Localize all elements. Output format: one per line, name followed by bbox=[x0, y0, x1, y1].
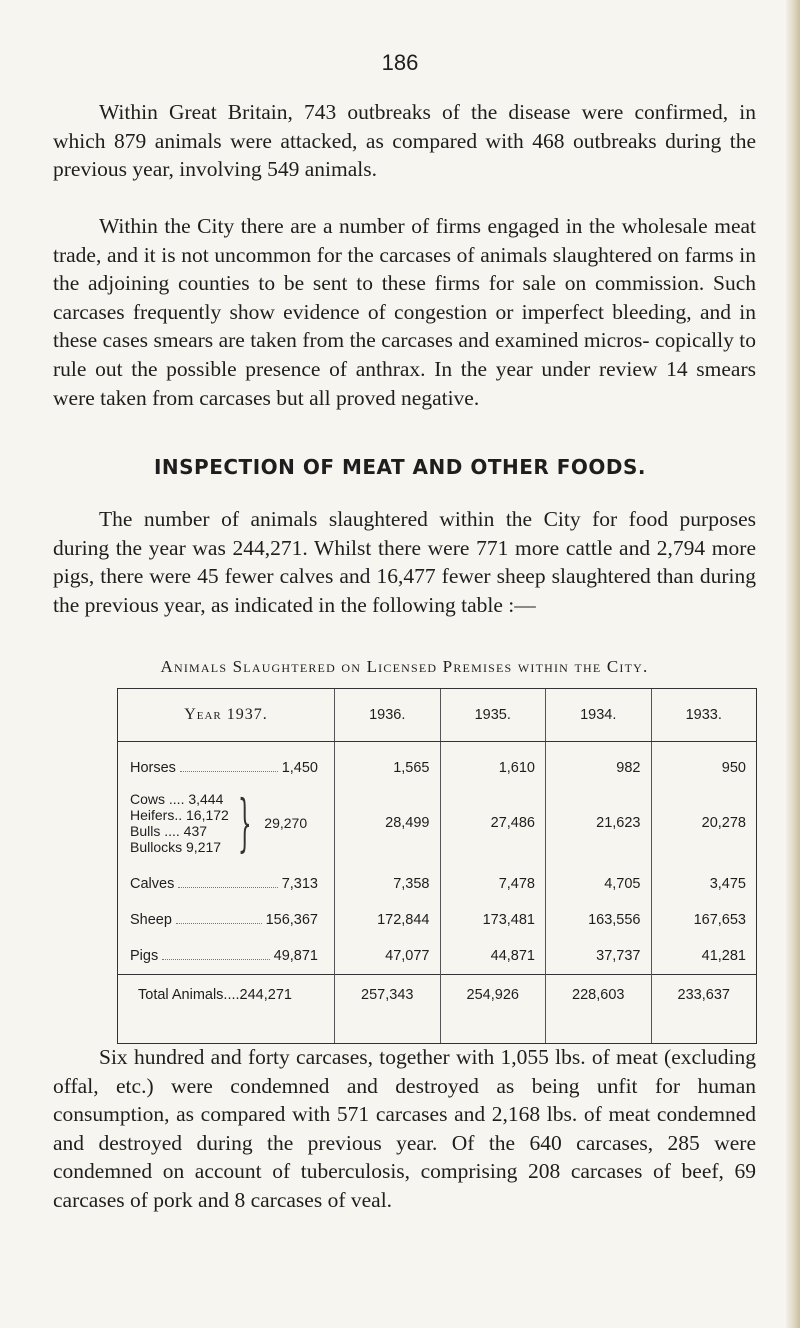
value-1935: 44,871 bbox=[440, 938, 546, 975]
value-1933: 41,281 bbox=[651, 938, 757, 975]
value-1933: 20,278 bbox=[651, 780, 757, 866]
value-1935: 254,926 bbox=[440, 975, 546, 1044]
value-1935: 7,478 bbox=[440, 866, 546, 902]
value-1934: 4,705 bbox=[546, 866, 652, 902]
cattle-line-cows: Cows .... 3,444 bbox=[130, 791, 224, 807]
value-1933: 3,475 bbox=[651, 866, 757, 902]
page-edge-shadow bbox=[786, 0, 800, 1328]
table-row-horses bbox=[118, 742, 757, 781]
value-1936: 257,343 bbox=[335, 975, 441, 1044]
slaughter-table bbox=[117, 688, 757, 1044]
value-1934: 37,737 bbox=[546, 938, 652, 975]
value-1933: 950 bbox=[651, 742, 757, 781]
paragraph-slaughter-text: The number of animals slaughtered within the City for food purposes during the year was 244,271. Whilst there were 771 more cattle and 2,794 more pigs, there were 45 fewer calves and 16,477 fewer sheep slaughtered than during the previous year, as indicated in the following table :— bbox=[53, 507, 756, 617]
value-1934: 21,623 bbox=[546, 780, 652, 866]
value-1937: 7,313 bbox=[281, 876, 318, 892]
table-row-pigs bbox=[118, 938, 757, 975]
value-1935: 173,481 bbox=[440, 902, 546, 938]
value-1933: 167,653 bbox=[651, 902, 757, 938]
total-label-cell bbox=[118, 975, 335, 1044]
header-1936: 1936. bbox=[335, 689, 441, 742]
value-1936: 28,499 bbox=[335, 780, 441, 866]
total-label: Total Animals.... bbox=[138, 987, 240, 1003]
row-label: Pigs bbox=[130, 948, 159, 964]
paragraph-condemned bbox=[53, 1043, 756, 1215]
header-1935: 1935. bbox=[440, 689, 546, 742]
row-label-cell bbox=[118, 902, 335, 938]
row-label-cell bbox=[118, 938, 335, 975]
header-year-1937: Year 1937. bbox=[118, 689, 335, 742]
table-row-total bbox=[118, 975, 757, 1044]
value-1935: 27,486 bbox=[440, 780, 546, 866]
table-row-cattle bbox=[118, 780, 757, 866]
section-heading: INSPECTION OF MEAT AND OTHER FOODS. bbox=[153, 455, 647, 479]
value-1934: 228,603 bbox=[546, 975, 652, 1044]
cattle-line-bullocks: Bullocks 9,217 bbox=[130, 839, 222, 855]
table-header-row bbox=[118, 689, 757, 742]
value-1936: 47,077 bbox=[335, 938, 441, 975]
table-row-sheep bbox=[118, 902, 757, 938]
value-1937: 1,450 bbox=[281, 760, 318, 776]
header-1934: 1934. bbox=[546, 689, 652, 742]
value-1937: 29,270 bbox=[264, 815, 308, 831]
value-1936: 172,844 bbox=[335, 902, 441, 938]
paragraph-outbreaks bbox=[53, 98, 756, 184]
paragraph-outbreaks-text: Within Great Britain, 743 outbreaks of the disease were confirmed, in which 879 animals were attacked, as compared with 468 outbreaks during the previous year, involving 549 animals. bbox=[53, 100, 756, 182]
header-1933: 1933. bbox=[651, 689, 757, 742]
row-label: Sheep bbox=[130, 912, 172, 928]
value-1937: 49,871 bbox=[273, 948, 318, 964]
row-label-cell bbox=[118, 742, 335, 781]
value-1935: 1,610 bbox=[440, 742, 546, 781]
row-label: Calves bbox=[130, 876, 175, 892]
row-label-cell bbox=[118, 866, 335, 902]
row-label: Horses bbox=[130, 760, 176, 776]
table-row-calves bbox=[118, 866, 757, 902]
value-1936: 7,358 bbox=[335, 866, 441, 902]
table-title: Animals Slaughtered on Licensed Premises within the City. bbox=[160, 657, 649, 676]
paragraph-anthrax bbox=[53, 212, 756, 412]
page-number: 186 bbox=[381, 50, 419, 75]
value-1937: 156,367 bbox=[265, 912, 318, 928]
value-1933: 233,637 bbox=[651, 975, 757, 1044]
value-1937: 244,271 bbox=[239, 987, 292, 1003]
value-1934: 982 bbox=[546, 742, 652, 781]
paragraph-anthrax-text: Within the City there are a number of firms engaged in the wholesale meat trade, and it is not uncommon for the carcases of animals slaughtered on farms in the adjoining counties to be sent to these firms for sale on commission. Such carcases frequently show evidence of congestion or imperfect bleeding, and in these cases smears are taken from the carcases and examined micros- copically to rule out the possible presence of anthrax. In the year under review 14 smears were taken from carcases but all proved negative. bbox=[53, 214, 756, 410]
value-1936: 1,565 bbox=[335, 742, 441, 781]
cattle-line-heifers: Heifers.. 16,172 bbox=[130, 807, 229, 823]
cattle-label-cell bbox=[118, 780, 335, 866]
paragraph-slaughter bbox=[53, 505, 756, 619]
value-1934: 163,556 bbox=[546, 902, 652, 938]
cattle-line-bulls: Bulls .... 437 bbox=[130, 823, 208, 839]
brace-icon: } bbox=[237, 786, 252, 859]
paragraph-condemned-text: Six hundred and forty carcases, together with 1,055 lbs. of meat (excluding offal, etc.) were condemned and destroyed as being unfit for human consumption, as compared with 571 carcases and 2,168 lbs. of meat condemned and destroyed during the previous year. Of the 640 carcases, 285 were condemned on account of tuberculosis, comprising 208 carcases of beef, 69 carcases of pork and 8 carcases of veal. bbox=[53, 1045, 756, 1212]
